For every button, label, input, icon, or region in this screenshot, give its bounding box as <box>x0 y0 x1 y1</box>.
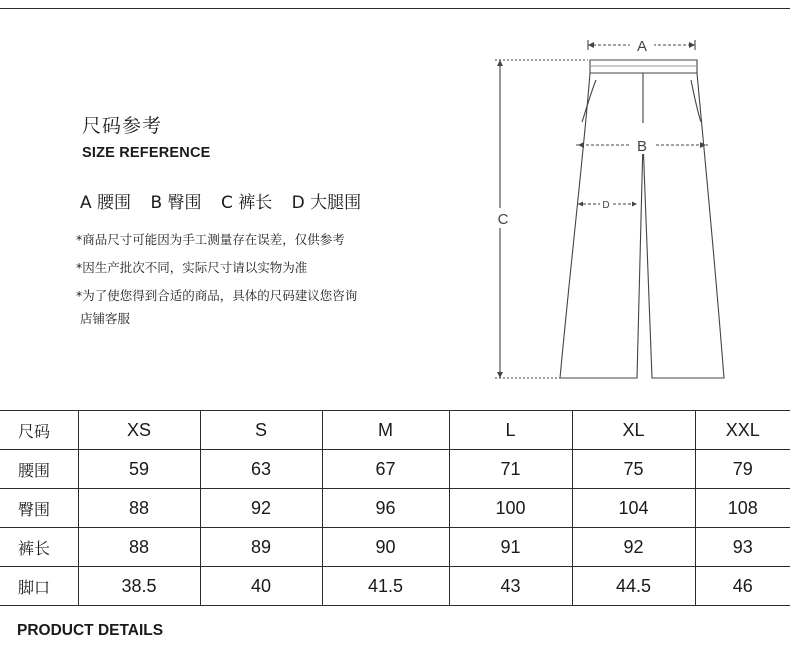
pants-outline <box>560 73 724 378</box>
table-cell: 79 <box>695 450 790 489</box>
table-cell: 92 <box>572 528 695 567</box>
size-reference-title-en: SIZE REFERENCE <box>82 145 211 161</box>
table-cell: 71 <box>449 450 572 489</box>
table-cell: 63 <box>200 450 322 489</box>
table-row <box>0 567 790 606</box>
dim-b-label: B <box>636 138 648 155</box>
product-details-heading: PRODUCT DETAILS <box>17 622 164 639</box>
header-cell: M <box>322 411 449 450</box>
row-label: 腰围 <box>0 450 78 489</box>
table-cell: 93 <box>695 528 790 567</box>
table-cell: 92 <box>200 489 322 528</box>
note-measurement-error: *商品尺寸可能因为手工测量存在误差，仅供参考 <box>76 232 345 247</box>
size-table <box>0 410 790 606</box>
table-row <box>0 489 790 528</box>
table-cell: 104 <box>572 489 695 528</box>
legend-b: B 臀围 <box>150 193 202 213</box>
header-cell: L <box>449 411 572 450</box>
table-cell: 41.5 <box>322 567 449 606</box>
table-row <box>0 528 790 567</box>
header-cell: XXL <box>695 411 790 450</box>
table-cell: 96 <box>322 489 449 528</box>
table-cell: 108 <box>695 489 790 528</box>
size-reference-title-cn: 尺码参考 <box>82 115 163 137</box>
note-consult-service-cont: 店铺客服 <box>80 311 131 326</box>
row-label: 脚口 <box>0 567 78 606</box>
table-cell: 100 <box>449 489 572 528</box>
header-cell: 尺码 <box>0 411 78 450</box>
table-cell: 91 <box>449 528 572 567</box>
table-cell: 43 <box>449 567 572 606</box>
legend-c: C 裤长 <box>220 193 273 213</box>
note-consult-service: *为了使您得到合适的商品，具体的尺码建议您咨询 <box>76 288 358 303</box>
table-cell: 44.5 <box>572 567 695 606</box>
table-cell: 88 <box>78 528 200 567</box>
table-cell: 46 <box>695 567 790 606</box>
legend-d: D 大腿围 <box>291 193 362 213</box>
header-cell: S <box>200 411 322 450</box>
table-header-row <box>0 411 790 450</box>
table-cell: 67 <box>322 450 449 489</box>
row-label: 臀围 <box>0 489 78 528</box>
header-cell: XS <box>78 411 200 450</box>
note-batch-difference: *因生产批次不同，实际尺寸请以实物为准 <box>76 260 308 275</box>
table-cell: 38.5 <box>78 567 200 606</box>
dim-c-label: C <box>497 211 509 228</box>
table-cell: 90 <box>322 528 449 567</box>
table-cell: 75 <box>572 450 695 489</box>
table-cell: 88 <box>78 489 200 528</box>
table-cell: 40 <box>200 567 322 606</box>
table-row <box>0 450 790 489</box>
dim-a-label: A <box>636 38 648 55</box>
dim-d-label: D <box>602 200 610 211</box>
header-cell: XL <box>572 411 695 450</box>
table-cell: 59 <box>78 450 200 489</box>
table-cell: 89 <box>200 528 322 567</box>
row-label: 裤长 <box>0 528 78 567</box>
legend-a: A 腰围 <box>80 193 132 213</box>
